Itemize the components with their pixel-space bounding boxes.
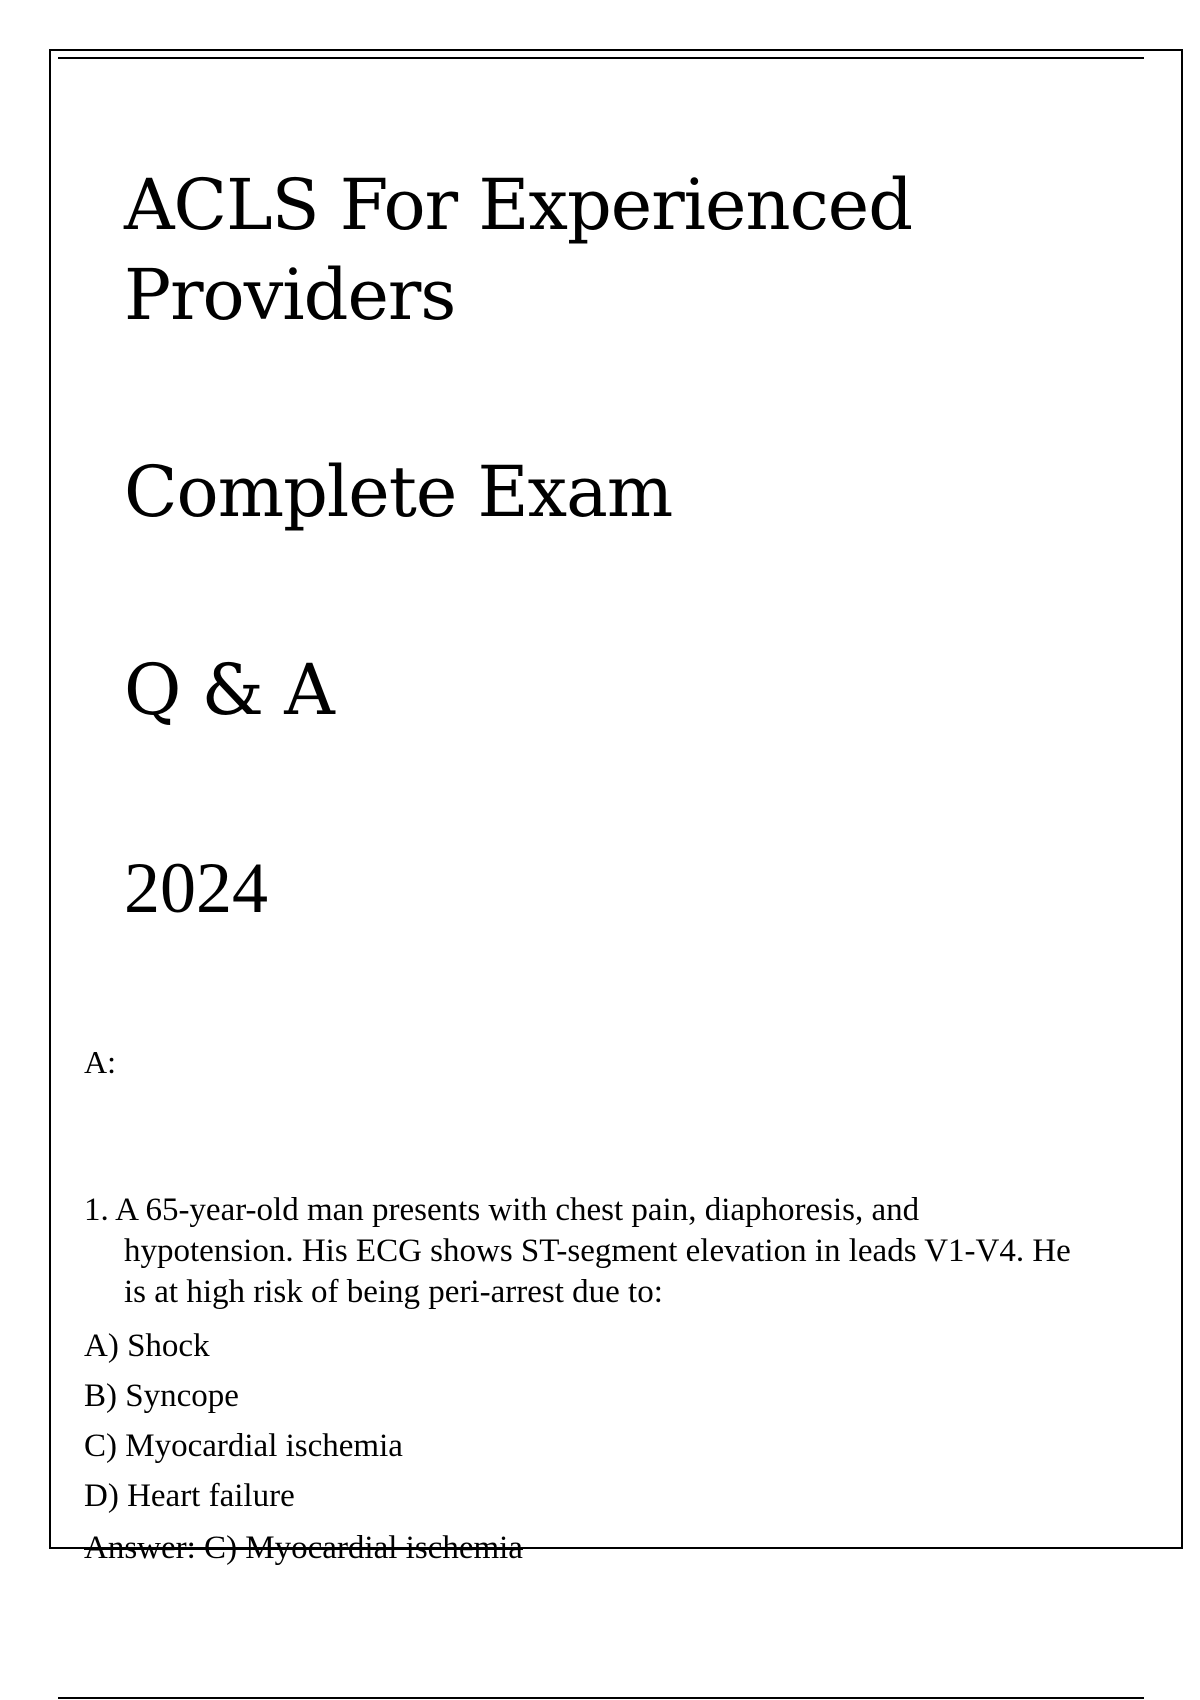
top-rule: [58, 57, 1144, 59]
page-title: [124, 160, 1024, 340]
option-b: B) Syncope: [84, 1378, 239, 1414]
subtitle-complete-exam: Complete Exam: [124, 451, 673, 533]
question-text: 1. A 65-year-old man presents with chest pain, diaphoresis, and hypotension. His ECG shows ST-segment elevation in leads V1-V4. He is at high risk of being peri-arrest due to:: [84, 1192, 1071, 1310]
answer-section-label: A:: [84, 1044, 116, 1080]
subtitle-q-and-a: Q & A: [124, 649, 334, 731]
option-c: C) Myocardial ischemia: [84, 1428, 403, 1464]
answer-text: Answer: C) Myocardial ischemia: [84, 1530, 523, 1566]
option-a: A) Shock: [84, 1328, 210, 1364]
title-line-1: ACLS For Experienced: [124, 164, 913, 246]
year-label: 2024: [124, 848, 268, 928]
bottom-rule: [58, 1697, 1144, 1699]
option-d: D) Heart failure: [84, 1478, 295, 1514]
title-line-2: Providers: [124, 254, 456, 336]
